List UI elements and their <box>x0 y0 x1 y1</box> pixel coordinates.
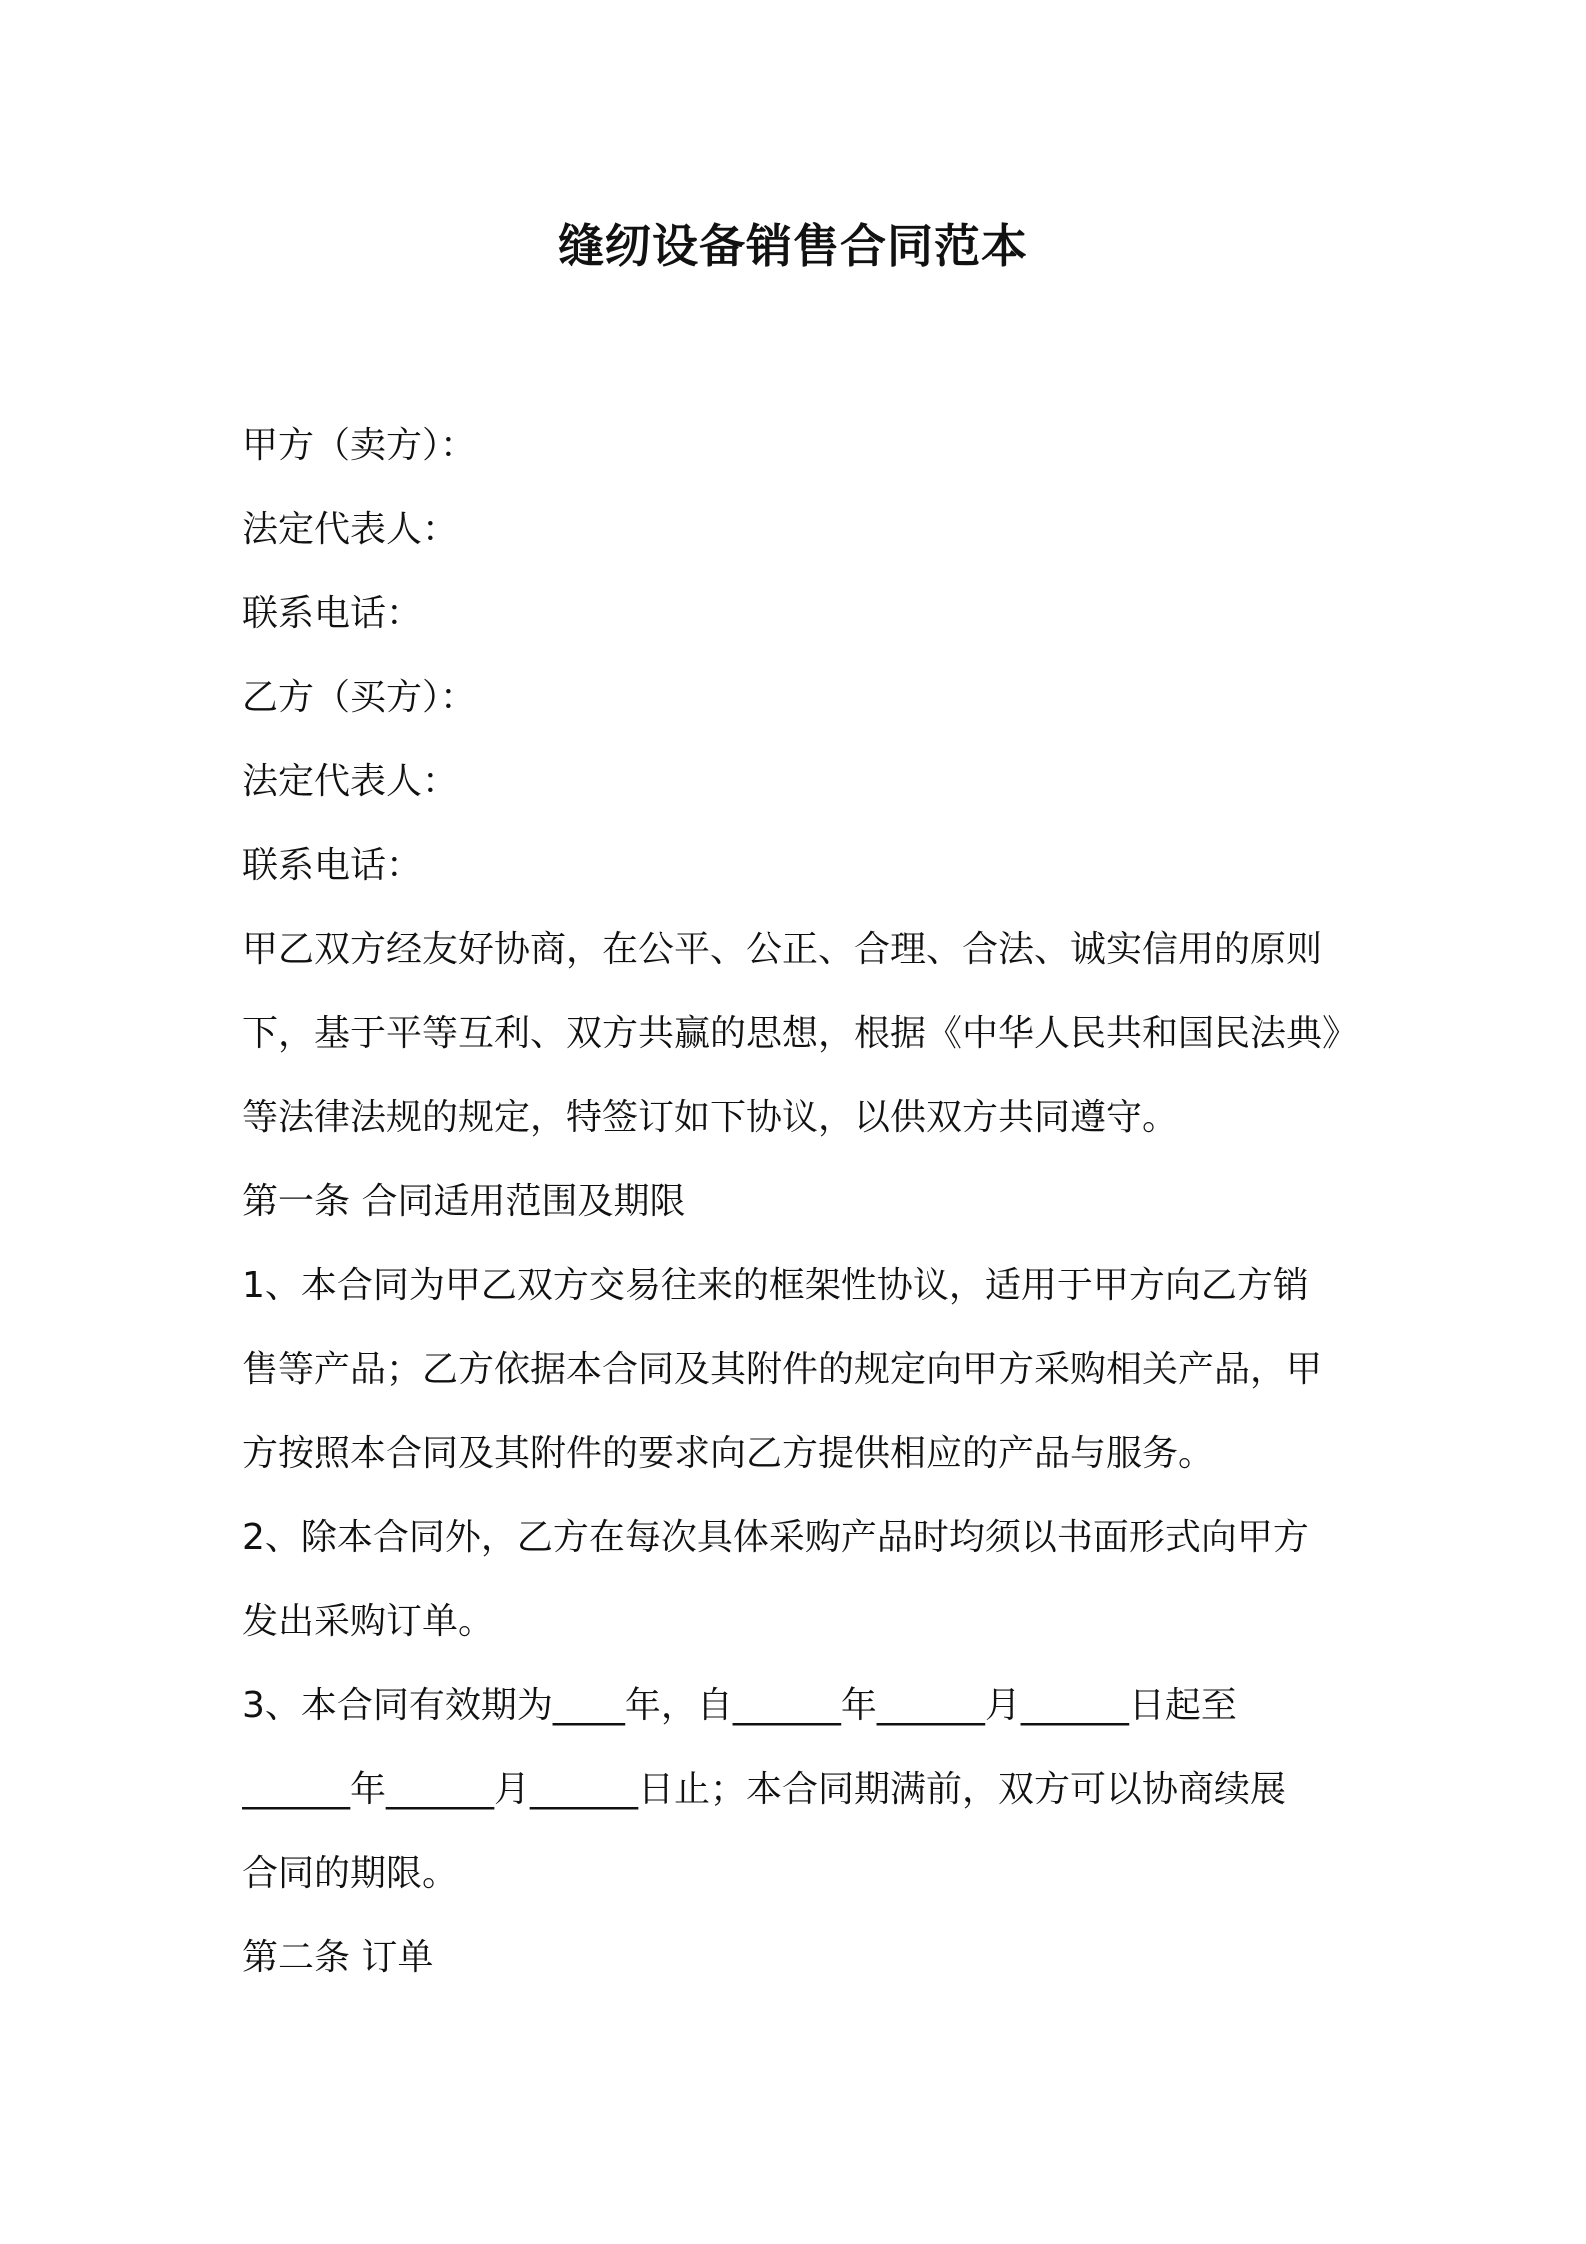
document-body <box>242 404 1362 2000</box>
preamble-line-3: 等法律法规的规定，特签订如下协议，以供双方共同遵守。 <box>242 1097 1179 1138</box>
document-title: 缝纫设备销售合同范本 <box>558 219 1028 273</box>
article-1-heading: 第一条 合同适用范围及期限 <box>242 1181 686 1222</box>
party-b-phone-line: 联系电话： <box>242 845 423 886</box>
party-a-phone-line: 联系电话： <box>242 593 423 634</box>
preamble-line-1: 甲乙双方经友好协商，在公平、公正、合理、合法、诚实信用的原则 <box>242 929 1323 970</box>
article-1-clause-2-line-2: 发出采购订单。 <box>242 1601 495 1642</box>
article-1-clause-3-line-2: ______年______月______日止；本合同期满前，双方可以协商续展 <box>242 1769 1287 1810</box>
article-1-clause-3-line-3: 合同的期限。 <box>242 1853 459 1894</box>
party-a-seller-line: 甲方（卖方）： <box>242 425 477 466</box>
article-1-clause-2-line-1: 2、除本合同外，乙方在每次具体采购产品时均须以书面形式向甲方 <box>242 1517 1309 1558</box>
article-1-clause-3-line-1: 3、本合同有效期为____年，自______年______月______日起至 <box>242 1685 1237 1726</box>
article-1-clause-1-line-3: 方按照本合同及其附件的要求向乙方提供相应的产品与服务。 <box>242 1433 1215 1474</box>
article-2-heading: 第二条 订单 <box>242 1937 434 1978</box>
article-1-clause-1-line-1: 1、本合同为甲乙双方交易往来的框架性协议，适用于甲方向乙方销 <box>242 1265 1309 1306</box>
party-a-legal-representative-line: 法定代表人： <box>242 509 459 550</box>
party-b-legal-representative-line: 法定代表人： <box>242 761 459 802</box>
preamble-line-2: 下，基于平等互利、双方共赢的思想，根据《中华人民共和国民法典》 <box>242 1013 1359 1054</box>
party-b-buyer-line: 乙方（买方）： <box>242 677 477 718</box>
article-1-clause-1-line-2: 售等产品；乙方依据本合同及其附件的规定向甲方采购相关产品，甲 <box>242 1349 1323 1390</box>
